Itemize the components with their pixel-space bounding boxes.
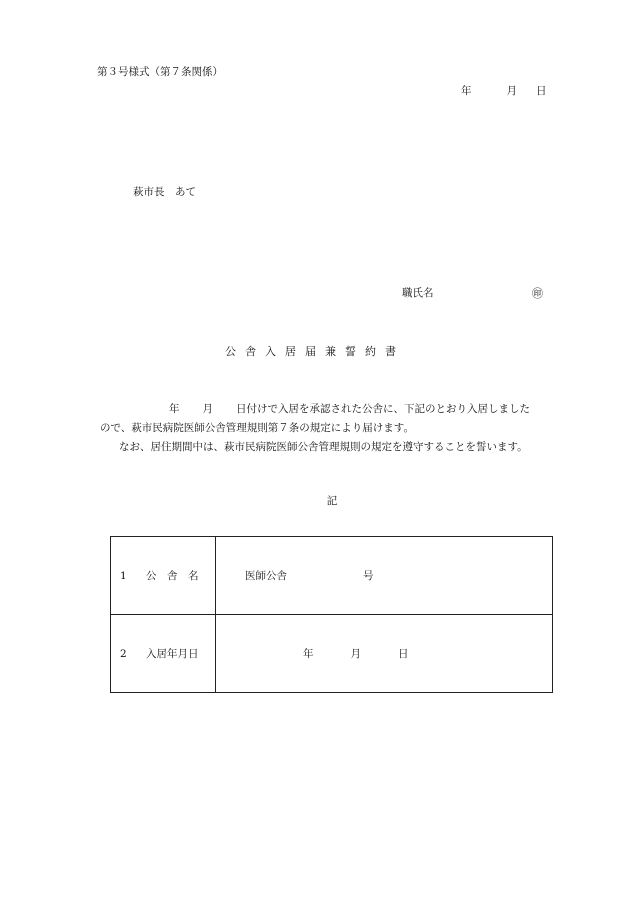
table-value-cell bbox=[216, 537, 553, 615]
header-date-day: 日 bbox=[536, 85, 547, 97]
info-table bbox=[110, 536, 553, 693]
header-date-month: 月 bbox=[506, 85, 517, 97]
row-number: 1 bbox=[120, 570, 127, 582]
form-number: 第３号様式（第７条関係） bbox=[97, 66, 223, 78]
signer-label: 職氏名 bbox=[402, 287, 434, 299]
body-month: 月 bbox=[202, 403, 213, 415]
table-row bbox=[111, 537, 553, 615]
row-label: 入居年月日 bbox=[146, 648, 199, 660]
residence-suffix: 号 bbox=[363, 570, 374, 582]
header-date-year: 年 bbox=[461, 85, 472, 97]
move-in-day: 日 bbox=[398, 648, 409, 660]
row-label: 公 舎 名 bbox=[146, 570, 199, 582]
seal-mark: ㊞ bbox=[532, 287, 543, 300]
residence-value: 医師公舎 bbox=[245, 570, 287, 582]
document-title: 公舎入居届兼誓約書 bbox=[225, 345, 405, 358]
table-value-cell bbox=[216, 615, 553, 693]
addressee: 萩市長 あて bbox=[133, 186, 196, 198]
body-text bbox=[100, 400, 581, 457]
body-year: 年 bbox=[169, 403, 180, 415]
header-date bbox=[461, 86, 547, 97]
move-in-month: 月 bbox=[350, 648, 361, 660]
table-label-cell bbox=[111, 537, 216, 615]
body-line-2: ので、萩市民病院医師公舎管理規則第７条の規定により届けます。 bbox=[100, 422, 414, 434]
body-line-1 bbox=[111, 400, 581, 419]
move-in-year: 年 bbox=[303, 648, 314, 660]
table-label-cell bbox=[111, 615, 216, 693]
section-heading: 記 bbox=[326, 495, 338, 507]
body-line-1-rest: 日付けで入居を承認された公舎に、下記のとおり入居しました bbox=[236, 403, 530, 415]
body-line-3: なお、居住期間中は、萩市民病院医師公舎管理規則の規定を遵守することを誓います。 bbox=[119, 441, 528, 453]
table-row bbox=[111, 615, 553, 693]
row-number: 2 bbox=[120, 648, 127, 660]
